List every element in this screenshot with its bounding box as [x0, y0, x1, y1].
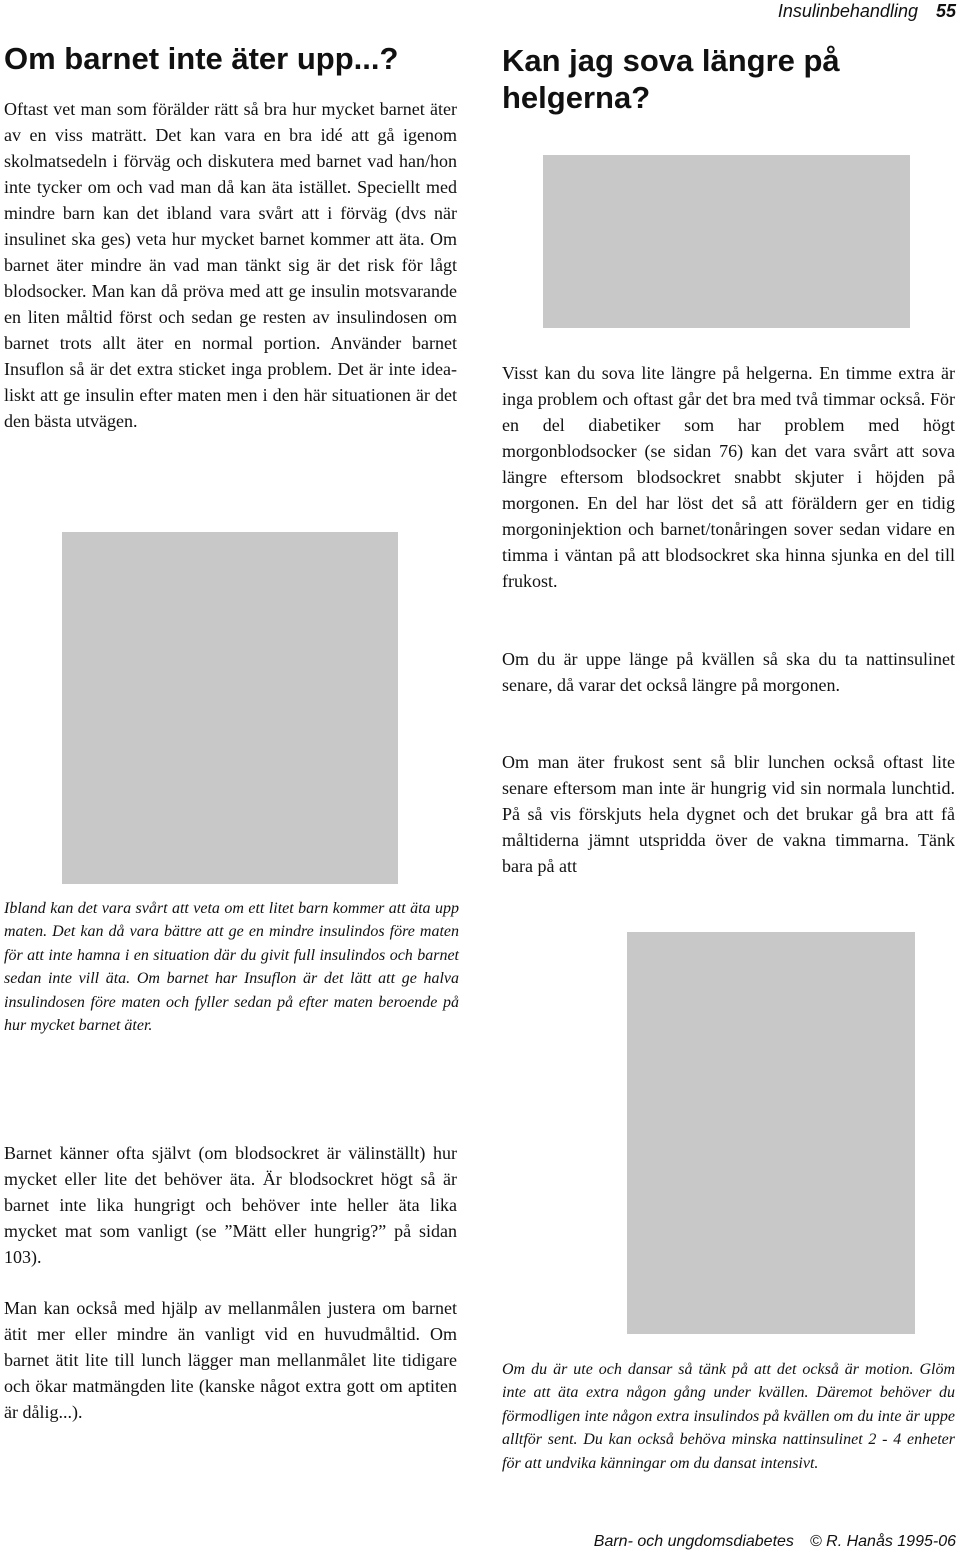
right-bottom-photo-placeholder	[627, 932, 915, 1334]
right-paragraph-3: Om man äter frukost sent så blir lunchen också oftast lite senare eftersom man inte är hungrig vid sin normala lunchtid. På så vis förskjuts hela dygnet och det brukar gå bra att få måltiderna jämnt utspridda över de vakna timmarna. Tänk bara på att	[502, 752, 955, 876]
section-name: Insulinbehandling	[777, 1, 918, 21]
left-photo-caption: Ibland kan det vara svårt att veta om ett litet barn kommer att äta upp maten. Det kan då vara bättre att ge en mindre insulindos före maten för att inte hamna i en situation där du givit full insulindos och barnet sedan inte vill äta. Om barnet har Insuflon är det lätt att ge halva insulindosen före maten och fyller sedan på efter maten beroende på hur mycket barnet äter.	[4, 900, 459, 1035]
book-title: Barn- och ungdomsdiabetes	[593, 1533, 794, 1550]
right-paragraph-2: Om du är uppe länge på kvällen så ska du ta nattinsulinet senare, då varar det också längre på morgonen.	[502, 649, 955, 695]
left-paragraph-2: Barnet känner ofta självt (om blodsockret är välinställt) hur mycket eller lite det behöver äta. Är blodsockret högt så är barnet inte lika hungrigt och behöver inte heller äta lika mycket mat som vanligt (se ”Mätt eller hungrig?” på sidan 103).	[4, 1143, 457, 1267]
left-paragraph-3: Man kan också med hjälp av mellanmålen justera om barnet ätit mer eller mindre än vanligt vid en huvudmåltid. Om barnet ätit lite till lunch lägger man mellanmålet lite tidigare och ökar matmängden lite (kanske något extra gott om aptiten är dålig...).	[4, 1298, 457, 1422]
right-title: Kan jag sova längre på helgerna?	[502, 43, 840, 115]
right-photo-caption: Om du är ute och dansar så tänk på att det också är motion. Glöm inte att äta extra någon gång under kvällen. Däremot behöver du förmodligen inte någon extra insulindos på kvällen om du inte är uppe alltför sent. Du kan också behöva minska nattinsulinet 2 - 4 enheter för att undvika känningar om du dansat intensivt.	[502, 1361, 955, 1472]
page-footer	[594, 1532, 956, 1552]
right-paragraph-1: Visst kan du sova lite längre på helgerna. En timme extra är inga problem och oftast går det bra med två timmar också. För en del diabetiker som har problem med högt morgonblodsocker (se sidan 76) kan det vara svårt att sova längre eftersom blodsockret snabbt skjuter i höjden på morgonen. En del har löst det så att föräldern ger en tidig morgoninjektion och barnet/tonåringen sover sedan vidare en timma i väntan på att blodsockret ska hinna sjunka en del till frukost.	[502, 363, 955, 591]
running-header	[778, 0, 956, 22]
left-title: Om barnet inte äter upp...?	[4, 41, 399, 76]
right-top-photo-placeholder	[543, 155, 910, 328]
page-number: 55	[935, 1, 956, 21]
left-paragraph-1: Oftast vet man som förälder rätt så bra hur mycket barnet äter av en viss maträtt. Det kan vara en bra idé att gå igenom skolmatsedeln i förväg och diskutera med barnet vad han/hon inte tycker om och vad man då kan äta istället. Speciellt med mindre barn kan det ibland vara svårt att i förväg (dvs när insulinet ska ges) veta hur mycket barnet kommer att äta. Om barnet äter mindre än vad man tänkt sig är det risk för lågt blodsocker. Man kan då pröva med att ge insulin motsvarande en liten måltid först och sedan ge resten av insulindosen om barnet trots allt äter en normal portion. Använder barnet Insuflon så är det extra sticket inga problem. Det är inte idealiskt att ge insulin efter maten men i den här situationen är det den bästa utvägen.	[4, 99, 457, 431]
copyright: © R. Hanås 1995-06	[809, 1533, 956, 1550]
left-photo-placeholder	[62, 532, 398, 884]
